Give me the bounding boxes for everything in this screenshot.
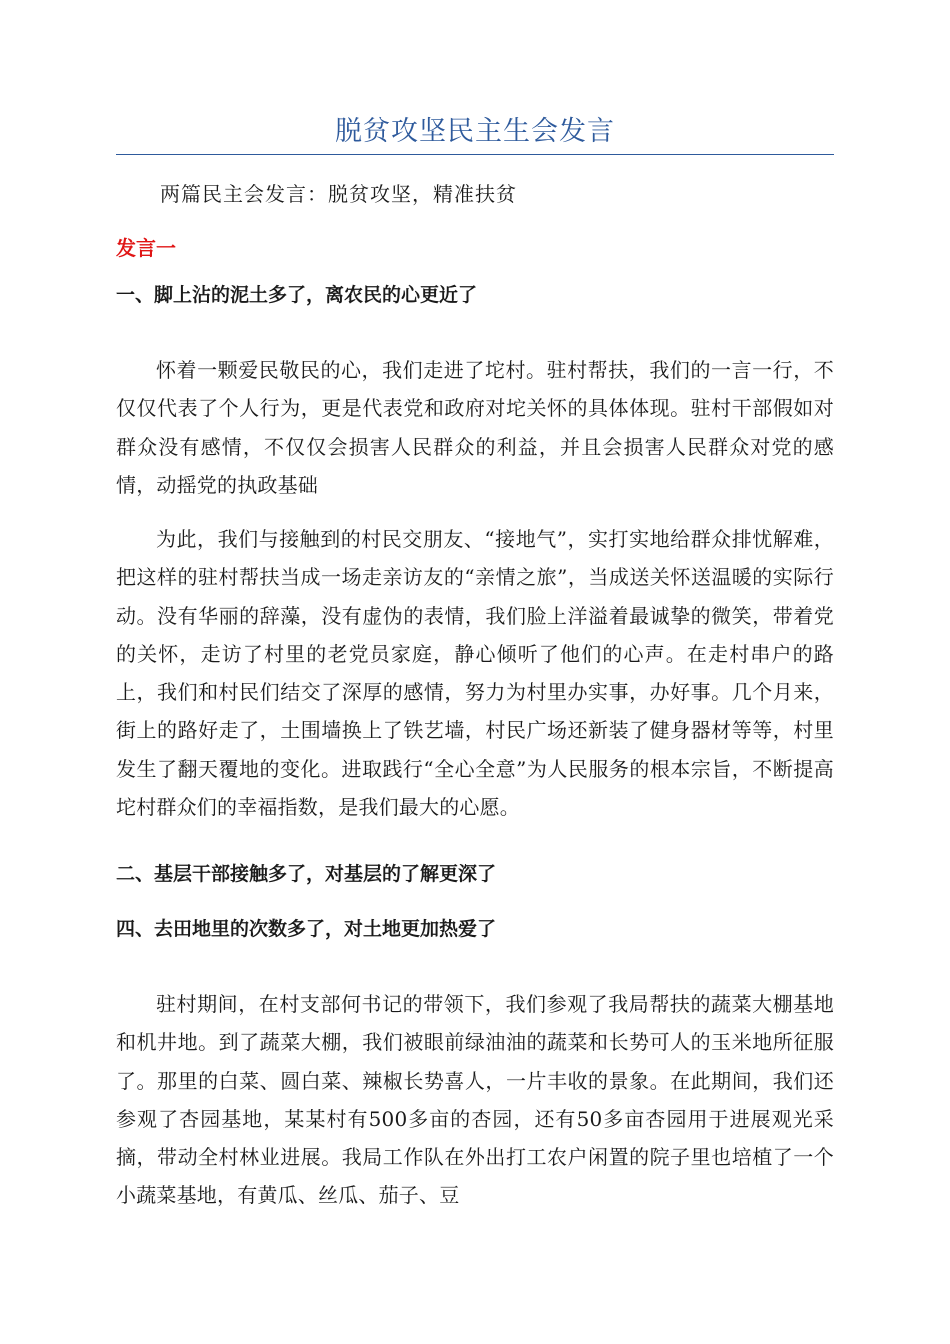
section-heading-1: 一、脚上沾的泥土多了，离农民的心更近了 xyxy=(116,284,478,306)
paragraph-1: 怀着一颗爱民敬民的心，我们走进了坨村。驻村帮扶，我们的一言一行，不仅仅代表了个人行为，更是代表党和政府对坨关怀的具体体现。驻村干部假如对群众没有感情，不仅仅会损害人民群众的利益，并且会损害人民群众对党的感情，动摇党的执政基础 xyxy=(116,358,834,497)
title-divider xyxy=(116,154,834,155)
paragraph-3: 驻村期间，在村支部何书记的带领下，我们参观了我局帮扶的蔬菜大棚基地和机井地。到了蔬菜大棚，我们被眼前绿油油的蔬菜和长势可人的玉米地所征服了。那里的白菜、圆白菜、辣椒长势喜人，一片丰收的景象。在此期间，我们还参观了杏园基地，某某村有500多亩的杏园，还有50多亩杏园用于进展观光采摘，带动全村林业进展。我局工作队在外出打工农户闲置的院子里也培植了一个小蔬菜基地，有黄瓜、丝瓜、茄子、豆 xyxy=(116,992,834,1208)
section-heading-2: 二、基层干部接触多了，对基层的了解更深了 xyxy=(116,863,497,885)
speech-label: 发言一 xyxy=(116,236,176,260)
paragraph-2: 为此，我们与接触到的村民交朋友、“接地气”，实打实地给群众排忧解难，把这样的驻村帮扶当成一场走亲访友的“亲情之旅”，当成送关怀送温暖的实际行动。没有华丽的辞藻，没有虚伪的表情，我们脸上洋溢着最诚挚的微笑，带着党的关怀，走访了村里的老党员家庭，静心倾听了他们的心声。在走村串户的路上，我们和村民们结交了深厚的感情，努力为村里办实事，办好事。几个月来，街上的路好走了，土围墙换上了铁艺墙，村民广场还新装了健身器材等等，村里发生了翻天覆地的变化。进取践行“全心全意”为人民服务的根本宗旨，不断提高坨村群众们的幸福指数，是我们最大的心愿。 xyxy=(116,527,834,820)
document-intro: 两篇民主会发言：脱贫攻坚，精准扶贫 xyxy=(160,182,517,206)
section-heading-3: 四、去田地里的次数多了，对土地更加热爱了 xyxy=(116,918,497,940)
document-title: 脱贫攻坚民主生会发言 xyxy=(335,116,615,147)
